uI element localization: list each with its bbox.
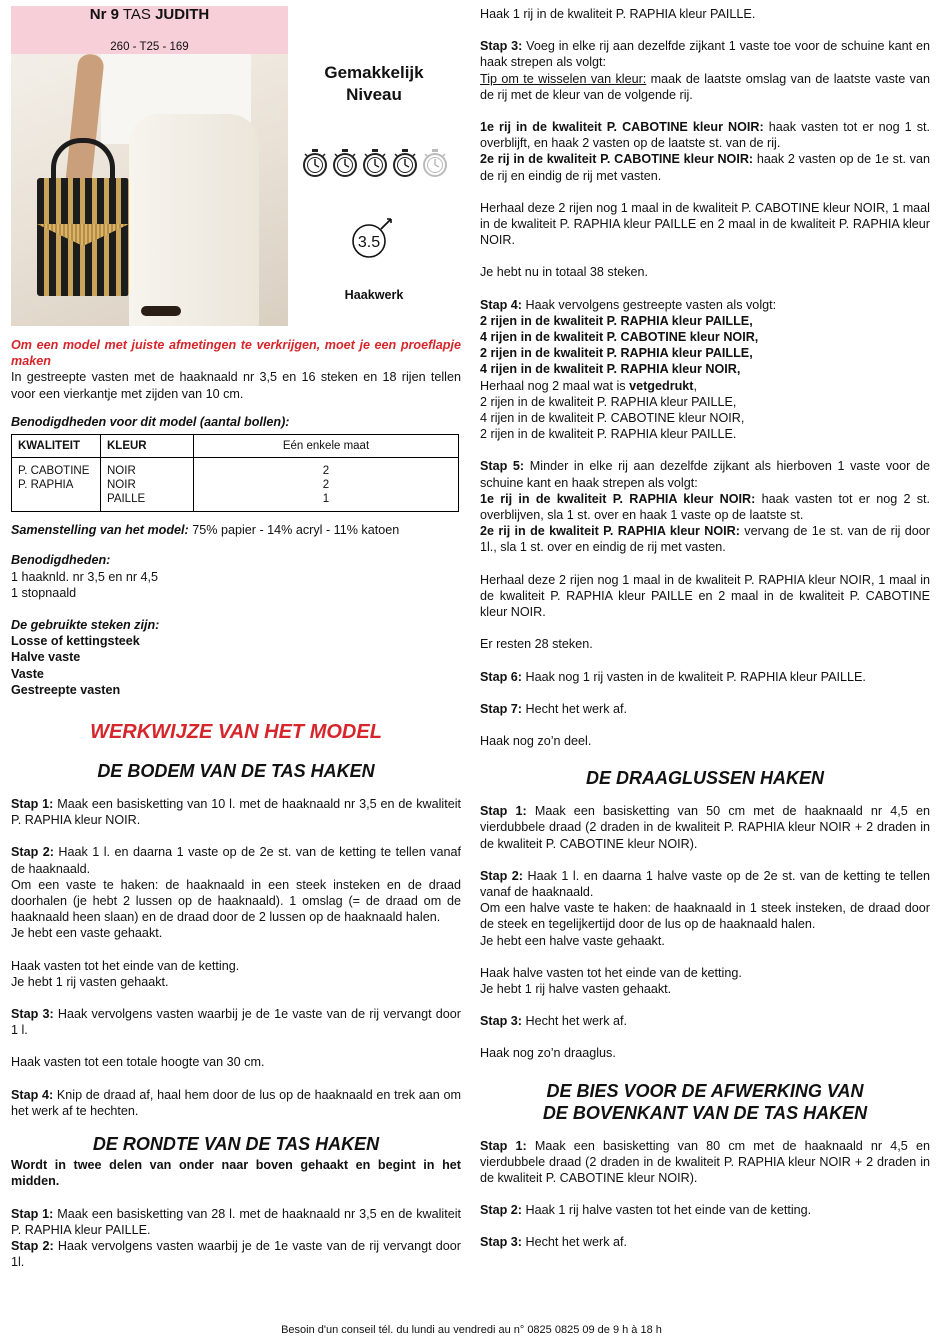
paragraph: Haak vasten tot het einde van de ketting. [11,958,240,973]
right-column [480,6,930,1251]
paragraph: Je hebt een halve vaste gehaakt. [480,933,665,948]
stopwatch-icon [301,148,329,178]
paragraph: Haak 1 rij in de kwaliteit P. RAPHIA kleur PAILLE. [480,7,756,21]
stitch-item: Losse of kettingsteek [11,634,140,649]
difficulty-level: Gemakkelijk Niveau [324,63,424,104]
supply-item: 1 stopnaald [11,585,77,600]
tip: Tip om te wisselen van kleur: maak de laatste omslag van de laatste vaste van de rij met de kleur van de volgende rij. [480,71,930,102]
stopwatch-icon [331,148,359,178]
row-instruction: 1e rij in de kwaliteit P. RAPHIA kleur NOIR: haak vasten tot er nog 2 st. overblijven, sla 1 st. over en haak 1 vaste op de laatste st. [480,491,931,523]
step: Stap 5: Minder in elke rij aan dezelfde zijkant als hierboven 1 vaste voor de schuine kant en haak strepen als volgt: [480,459,930,490]
stopwatch-icon [391,148,419,178]
paragraph: Haak vasten tot een totale hoogte van 30 cm. [11,1055,265,1070]
step: Stap 4: Knip de draad af, haal hem door de lus op de haaknaald en trek aan om het werk af te hechten. [11,1087,461,1118]
paragraph: Je hebt nu in totaal 38 steken. [480,265,649,280]
supply-item: 1 haaknld. nr 3,5 en nr 4,5 [11,569,159,584]
step: Stap 2: Haak 1 l. en daarna 1 halve vaste op de 2e st. van de ketting te tellen vanaf de haaknaald. [480,868,930,899]
stitch-item: Halve vaste [11,650,81,665]
stripe-row: 2 rijen in de kwaliteit P. RAPHIA kleur PAILLE, [480,346,753,361]
step: Stap 2: Haak 1 rij halve vasten tot het einde van de ketting. [480,1203,812,1218]
step: Stap 7: Hecht het werk af. [480,701,627,716]
paragraph: Herhaal nog 2 maal wat is vetgedrukt, [480,378,697,393]
stitches-title: De gebruikte steken zijn: [11,618,160,633]
model-title: Nr 9 TAS JUDITH [89,6,210,23]
paragraph: Je hebt 1 rij halve vasten gehaakt. [480,981,672,996]
paragraph: Er resten 28 steken. [480,637,593,652]
technique: Haakwerk [344,288,404,302]
stripe-row: 2 rijen in de kwaliteit P. RAPHIA kleur PAILLE, [480,313,753,328]
table-row: P. CABOTINE P. RAPHIA NOIR NOIR PAILLE 2 2 1 [12,458,459,512]
stripe-row: 4 rijen in de kwaliteit P. CABOTINE kleur NOIR, [480,330,759,345]
step: Stap 2: Haak 1 l. en daarna 1 vaste op de 2e st. van de ketting te tellen vanaf de haaknaald. [11,845,461,876]
paragraph: Wordt in twee delen van onder naar boven gehaakt en begint in het midden. [11,1158,461,1189]
stitch-item: Gestreepte vasten [11,682,121,697]
stopwatch-icon [361,148,389,178]
step: Stap 6: Haak nog 1 rij vasten in de kwaliteit P. RAPHIA kleur PAILLE. [480,669,866,684]
step: Stap 1: Maak een basisketting van 80 cm met de haaknaald nr 4,5 en vierdubbele draad (2 draden in de kwaliteit P. RAPHIA kleur NOIR + 2 draden in de kwaliteit P. CABOTINE kleur NOIR). [480,1138,930,1185]
step: Stap 3: Voeg in elke rij aan dezelfde zijkant 1 vaste toe voor de schuine kant en haak strepen als volgt: [480,39,930,70]
step: Stap 4: Haak vervolgens gestreepte vasten als volgt: [480,297,777,312]
materials-table [11,434,459,512]
step: Stap 1: Maak een basisketting van 10 l. met de haaknaald nr 3,5 en de kwaliteit P. RAPHIA kleur NOIR. [11,797,461,828]
row-instruction: 2e rij in de kwaliteit P. CABOTINE kleur NOIR: haak 2 vasten op de 1e st. van de rij en eindig de rij met vasten. [480,152,930,183]
row-instruction: 2e rij in de kwaliteit P. RAPHIA kleur NOIR: vervang de 1e st. van de rij door 1l., sla 1 st. over en eindig de rij met vasten. [480,524,931,555]
materials-title: Benodigdheden voor dit model (aantal bollen): [11,414,290,429]
stripe-row: 2 rijen in de kwaliteit P. RAPHIA kleur PAILLE, [480,394,737,409]
step: Stap 1: Maak een basisketting van 28 l. met de haaknaald nr 3,5 en de kwaliteit P. RAPHIA kleur PAILLE. [11,1206,461,1237]
step: Stap 3: Haak vervolgens vasten waarbij je de 1e vaste van de rij vervangt door 1 l. [11,1007,461,1038]
section-heading-draaglussen: DE DRAAGLUSSEN HAKEN [585,768,825,789]
step: Stap 2: Haak vervolgens vasten waarbij je de 1e vaste van de rij vervangt door 1l. [11,1238,461,1270]
stitch-item: Vaste [11,666,44,681]
paragraph: Haak nog zo’n draaglus. [480,1046,616,1061]
model-ref: 260 - T25 - 169 [110,41,189,53]
paragraph: Haak halve vasten tot het einde van de ketting. [480,965,742,980]
table-header: Eén enkele maat [194,435,459,458]
paragraph: Je hebt 1 rij vasten gehaakt. [11,974,169,989]
stripe-row: 4 rijen in de kwaliteit P. CABOTINE kleur NOIR, [480,411,745,426]
step: Stap 3: Hecht het werk af. [480,1014,627,1029]
row-instruction: 1e rij in de kwaliteit P. CABOTINE kleur NOIR: haak vasten tot er nog 1 st. overblijft, en haak 2 vasten op de laatste st. van de rij. [480,120,930,151]
difficulty-rating [298,148,452,180]
paragraph: Haak nog zo’n deel. [480,733,592,748]
crochet-hook-icon [347,215,395,263]
paragraph: Herhaal deze 2 rijen nog 1 maal in de kwaliteit P. CABOTINE kleur NOIR, 1 maal in de kwaliteit P. RAPHIA kleur PAILLE en 2 maal in de kwaliteit P. RAPHIA kleur NOIR. [480,200,930,248]
model-photo [11,54,288,326]
left-column [11,337,461,1270]
hook-size: 3.5 [357,234,381,251]
gauge-title: Om een model met juiste afmetingen te verkrijgen, moet je een proeflapje maken [11,338,461,369]
section-heading-bodem: DE BODEM VAN DE TAS HAKEN [97,761,375,782]
section-heading-bies: DE BIES VOOR DE AFWERKING VAN DE BOVENKANT VAN DE TAS HAKEN [542,1080,868,1123]
section-heading-rondte: DE RONDTE VAN DE TAS HAKEN [92,1134,380,1155]
step: Stap 3: Hecht het werk af. [480,1235,627,1250]
stripe-row: 2 rijen in de kwaliteit P. RAPHIA kleur PAILLE. [480,427,737,442]
table-header: KWALITEIT [12,435,101,458]
gauge-text: In gestreepte vasten met de haaknaald nr 3,5 en 16 steken en 18 rijen tellen voor een vierkantje met zijden van 10 cm. [11,370,461,401]
paragraph: Herhaal deze 2 rijen nog 1 maal in de kwaliteit P. RAPHIA kleur NOIR, 1 maal in de kwaliteit P. RAPHIA kleur PAILLE en 2 maal in de kwaliteit P. CABOTINE kleur NOIR. [480,572,930,620]
stopwatch-icon [421,148,449,178]
step: Stap 1: Maak een basisketting van 50 cm met de haaknaald nr 4,5 en vierdubbele draad (2 draden in de kwaliteit P. RAPHIA kleur NOIR + 2 draden in de kwaliteit P. CABOTINE kleur NOIR). [480,804,930,851]
footer-help-line: Besoin d'un conseil tél. du lundi au vendredi au n° 0825 0825 09 de 9 h à 18 h [281,1324,662,1336]
paragraph: Om een halve vaste te haken: de haaknaald in 1 steek insteken, de draad door de steek en tegelijkertijd door de lus op de haaknaald halen. [480,901,930,932]
composition: Samenstelling van het model: 75% papier - 14% acryl - 11% katoen [11,523,400,538]
paragraph: Je hebt een vaste gehaakt. [11,926,163,941]
table-header: KLEUR [101,435,194,458]
supplies-title: Benodigdheden: [11,553,111,568]
main-heading: WERKWIJZE VAN HET MODEL [90,721,382,744]
stripe-row: 4 rijen in de kwaliteit P. RAPHIA kleur NOIR, [480,362,741,377]
title-box [11,6,288,54]
paragraph: Om een vaste te haken: de haaknaald in een steek insteken en de draad doorhalen (je hebt 2 lussen op de haaknaald). 1 omslag (= de draad om de haaknaald heen slaan) en de draad door de 2 lussen op de haaknaald halen. [11,877,461,925]
